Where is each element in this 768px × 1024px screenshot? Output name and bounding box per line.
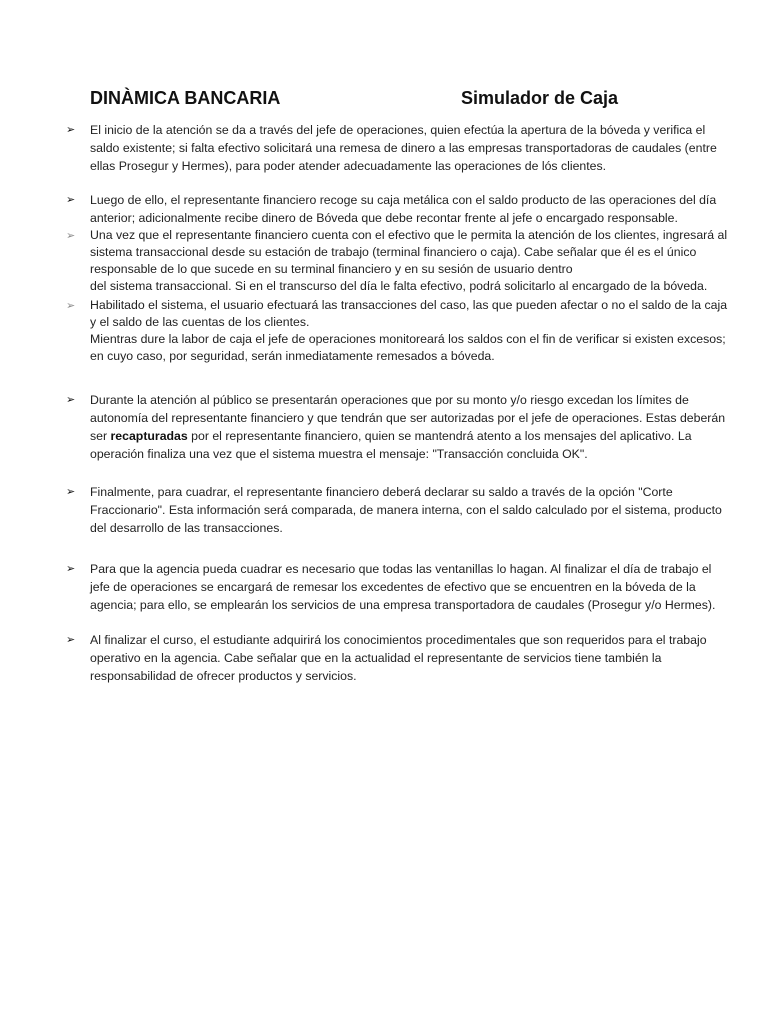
arrow-bullet-icon: ➢ [66, 229, 76, 242]
paragraph-text: Para que la agencia pueda cuadrar es necesario que todas las ventanillas lo hagan. Al finalizar el día de trabajo el jefe de operaciones se encargará de remesar los excedentes de efectivo que se encuentren en la bóveda de la agencia; para ello, se emplearán los servicios de una empresa transportadora de caudales (Prosegur y/o Hermes). [90, 562, 716, 612]
document-header [90, 88, 690, 114]
document-title: DINÀMICA BANCARIA [90, 88, 281, 108]
paragraph-text-part: Durante la atención al público se presentarán operaciones que por su monto y/o riesgo excedan los límites de autonomía del representante financiero y que tendrán que ser autorizadas por el jefe de operaciones. Estas deberán ser [90, 393, 726, 443]
list-item-6 [66, 483, 728, 537]
arrow-bullet-icon: ➢ [66, 123, 76, 136]
list-item-4 [66, 297, 728, 365]
paragraph-text: Luego de ello, el representante financiero recoge su caja metálica con el saldo producto de las operaciones del día anterior; adicionalmente recibe dinero de Bóveda que debe recontar frente al jefe o encargado responsable. [90, 193, 717, 225]
emphasized-word: recapturadas [110, 429, 188, 443]
arrow-bullet-icon: ➢ [66, 562, 76, 575]
arrow-bullet-icon: ➢ [66, 485, 76, 498]
list-item-3 [66, 227, 728, 295]
paragraph-text: Al finalizar el curso, el estudiante adquirirá los conocimientos procedimentales que son requeridos para el trabajo operativo en la agencia. Cabe señalar que en la actualidad el representante de servicios tiene también la responsabilidad de ofrecer productos y servicios. [90, 633, 707, 683]
list-item-2 [66, 191, 728, 227]
paragraph-text-continued: Mientras dure la labor de caja el jefe de operaciones monitoreará los saldos con el fin de verificar si existen excesos; en cuyo caso, por seguridad, serán inmediatamente remesados a bóveda. [90, 332, 726, 363]
document-subtitle: Simulador de Caja [461, 88, 619, 108]
paragraph-text-part: por el representante financiero, quien se mantendrá atento a los mensajes del aplicativo. La operación finaliza una vez que el sistema muestra el mensaje: "Transacción concluida OK". [90, 429, 692, 461]
list-item-1 [66, 121, 728, 175]
list-item-5 [66, 391, 728, 463]
list-item-8 [66, 631, 728, 685]
paragraph-text: Una vez que el representante financiero cuenta con el efectivo que le permita la atención de los clientes, ingresará al sistema transaccional desde su estación de trabajo (terminal financiero o caja). Cabe señalar que él es el único responsable de lo que sucede en su terminal financiero y en su sesión de usuario dentro [90, 228, 728, 276]
paragraph-text: El inicio de la atención se da a través del jefe de operaciones, quien efectúa la apertura de la bóveda y verifica el saldo existente; si falta efectivo solicitará una remesa de dinero a las empresas transportadoras de caudales (entre ellas Prosegur y Hermes), para poder atender adecuadamente las operaciones de lós clientes. [90, 123, 717, 173]
list-item-7 [66, 560, 728, 614]
arrow-bullet-icon: ➢ [66, 633, 76, 646]
paragraph-text [90, 391, 728, 463]
paragraph-text: Habilitado el sistema, el usuario efectuará las transacciones del caso, las que pueden afectar o no el saldo de la caja y el saldo de las cuentas de los clientes. [90, 298, 728, 329]
paragraph-text-continued: del sistema transaccional. Si en el transcurso del día le falta efectivo, podrá solicitarlo al encargado de la bóveda. [90, 279, 708, 293]
arrow-bullet-icon: ➢ [66, 193, 76, 206]
arrow-bullet-icon: ➢ [66, 299, 76, 312]
bullet-list [66, 121, 728, 685]
arrow-bullet-icon: ➢ [66, 393, 76, 406]
paragraph-text: Finalmente, para cuadrar, el representante financiero deberá declarar su saldo a través de la opción "Corte Fraccionario". Esta información será comparada, de manera interna, con el saldo calculado por el sistema, producto del desarrollo de las transacciones. [90, 485, 722, 535]
